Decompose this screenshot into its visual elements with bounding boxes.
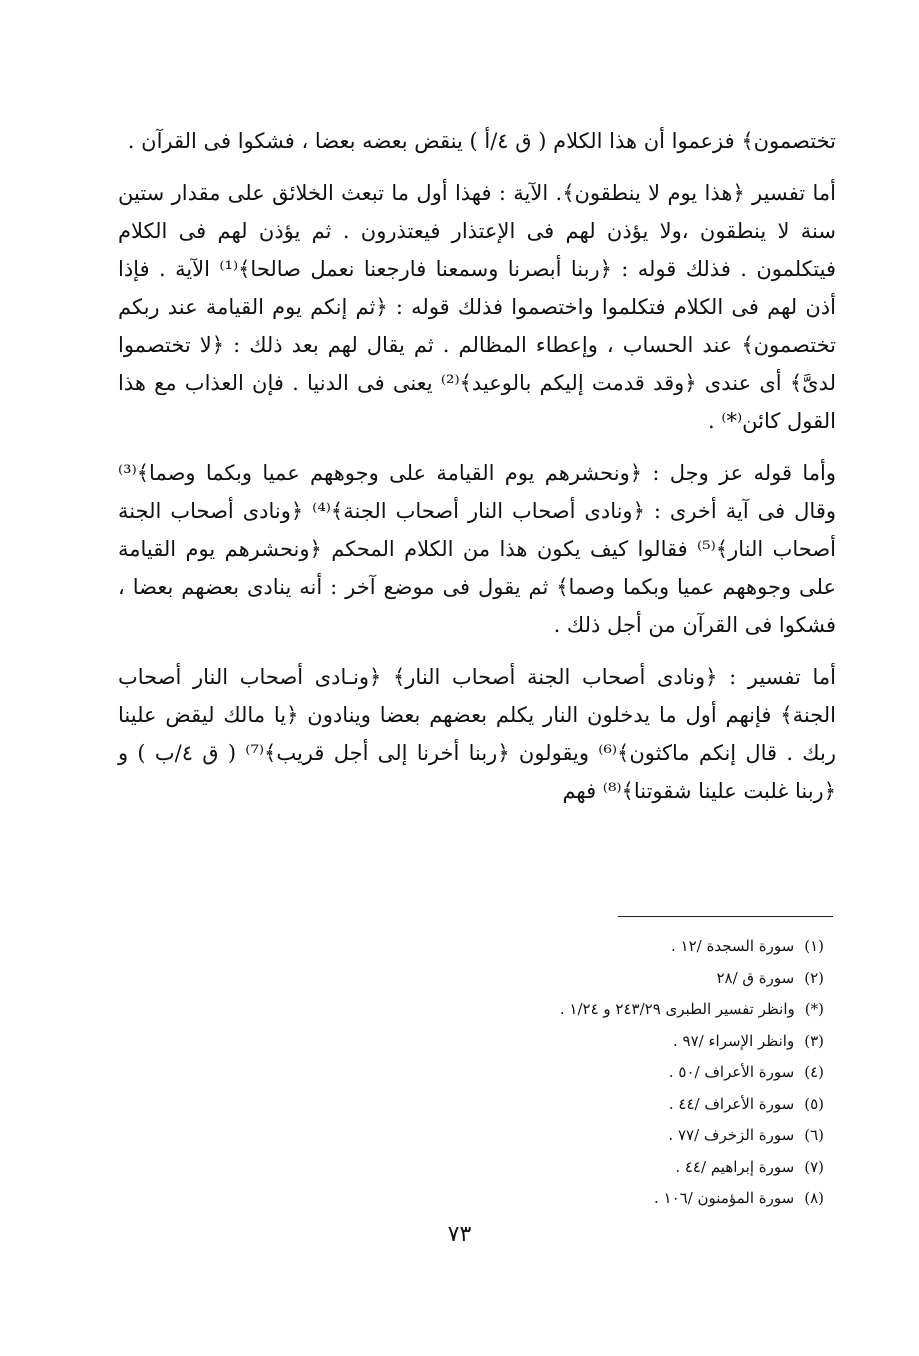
page-number: ٧٣ (447, 1222, 472, 1247)
footnote-6: (٦)سورة الزخرف /٧٧ . (668, 1126, 824, 1144)
paragraph-1: تختصمون﴾ فزعموا أن هذا الكلام ( ق ٤/أ ) ينقض بعضه بعضا ، فشكوا فى القرآن . (127, 129, 836, 153)
paragraph-4: أما تفسير : ﴿ونادى أصحاب الجنة أصحاب النار﴾ ﴿ونـادى أصحاب النار أصحاب الجنة﴾ فإنهم أول ما يدخلون النار يكلم بعضهم بعضا وينادون ﴿يا مالك ليقض علينا ربك . قال إنكم ماكثون﴾⁽⁶⁾ ويقولون ﴿ربنا أخرنا إلى أجل قريب﴾⁽⁷⁾ ( ق ٤/ب ) و ﴿ربنا غلبت علينا شقوتنا﴾⁽⁸⁾ فهم (118, 665, 836, 803)
footnote-3: (٣)وانظر الإسراء /٩٧ . (673, 1031, 824, 1050)
footnote-divider (618, 916, 833, 917)
paragraph-3: وأما قوله عز وجل : ﴿ونحشرهم يوم القيامة على وجوههم عميا وبكما وصما﴾⁽³⁾ وقال فى آية أخرى : ﴿ونادى أصحاب النار أصحاب الجنة﴾⁽⁴⁾ ﴿ونادى أصحاب الجنة أصحاب النار﴾⁽⁵⁾ فقالوا كيف يكون هذا من الكلام المحكم ﴿ونحشرهم يوم القيامة على وجوههم عميا وبكما وصما﴾ ثم يقول فى موضع آخر : أنه ينادى بعضهم بعضا ، فشكوا فى القرآن من أجل ذلك . (118, 461, 836, 637)
footnotes (364, 931, 824, 1215)
body-text (118, 122, 836, 824)
footnote-8: (٨)سورة المؤمنون /١٠٦ . (654, 1189, 824, 1207)
paragraph-2: أما تفسير ﴿هذا يوم لا ينطقون﴾. الآية : فهذا أول ما تبعث الخلائق على مقدار ستين سنة لا ينطقون ،ولا يؤذن لهم فى الإعتذار فيعتذرون . ثم يؤذن لهم فى الكلام فيتكلمون . فذلك قوله : ﴿ربنا أبصرنا وسمعنا فارجعنا نعمل صالحا﴾⁽¹⁾ الآية . فإذا أذن لهم فى الكلام فتكلموا واختصموا فذلك قوله : ﴿ثم إنكم يوم القيامة عند ربكم تختصمون﴾ عند الحساب ، وإعطاء المظالم . ثم يقال لهم بعد ذلك : ﴿لا تختصموا لدىَّ﴾ أى عندى ﴿وقد قدمت إليكم بالوعيد﴾⁽²⁾ يعنى فى الدنيا . فإن العذاب مع هذا القول كائن⁽*⁾ . (118, 181, 836, 433)
footnote-2: (٢)سورة ق /٢٨ (716, 968, 824, 987)
footnote-1: (١)سورة السجدة /١٢ . (671, 937, 824, 955)
footnote-4: (٤)سورة الأعراف /٥٠ . (668, 1063, 824, 1081)
footnote-7: (٧)سورة إبراهيم /٤٤ . (675, 1157, 824, 1176)
footnote-star: (*)وانظر تفسير الطبرى ٢٤٣/٢٩ و ١/٢٤ . (559, 1000, 824, 1018)
footnote-5: (٥)سورة الأعراف /٤٤ . (668, 1094, 824, 1113)
